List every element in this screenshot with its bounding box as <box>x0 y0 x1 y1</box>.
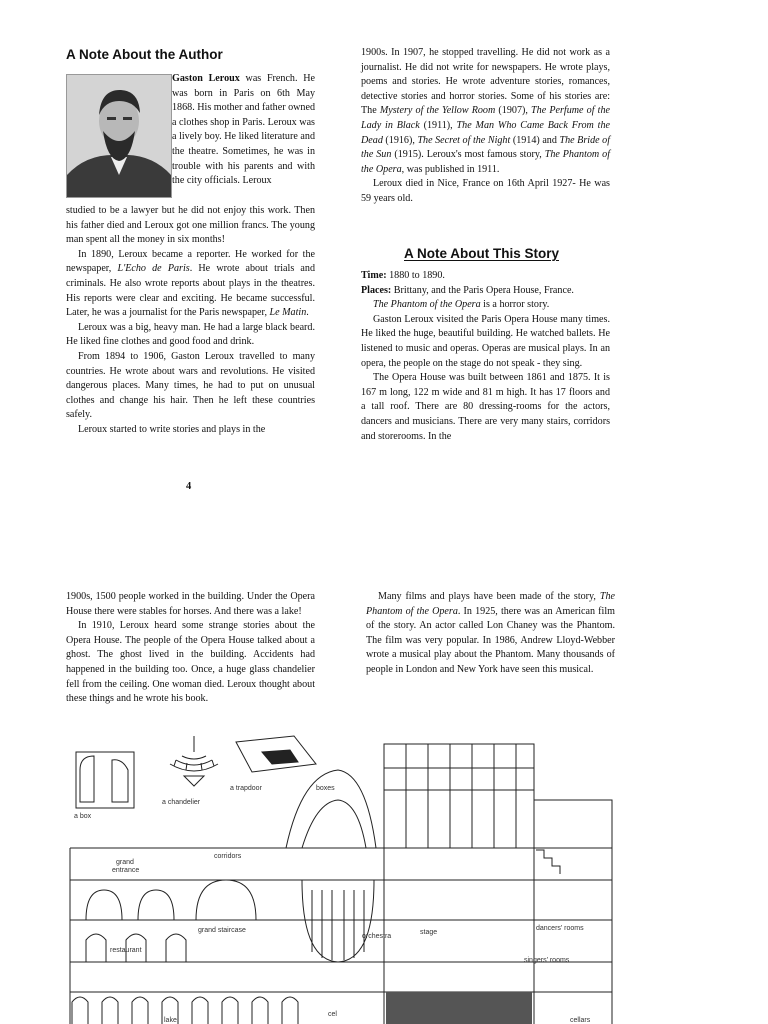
label-boxes: boxes <box>316 785 335 792</box>
chandelier-icon <box>170 736 218 786</box>
adaptations-title: The Phantom of the Opera <box>366 591 615 617</box>
author-intro: was French. He was born in Paris on 6th May 1868. His mother and father owned a clothes shop in Paris. Leroux was a lively boy. He liked literature and the theatre. Sometimes, he was in trouble with his parents and with the city officials. Leroux <box>172 73 315 187</box>
author-section-heading: A Note About the Author <box>66 47 223 62</box>
author-paragraph-writing: Leroux started to write stories and plays in the <box>78 423 266 435</box>
label-cellars: cellars <box>570 1017 591 1024</box>
label-grand-entrance-2: entrance <box>112 867 140 874</box>
label-lake: lake <box>164 1017 177 1024</box>
story-visit-paragraph: Gaston Leroux visited the Paris Opera House many times. He liked the huge, beautiful building. He watched ballets. He listened to music and operas. Operas are musical plays. In an opera, the people on the stage do not speak - they sing. <box>361 313 610 369</box>
author-name: Gaston Leroux <box>172 73 240 84</box>
story-built-paragraph: The Opera House was built between 1861 and 1875. It is 167 m long, 122 m wide and 81 m high. It has 17 floors and a tall roof. There are 80 dressing-rooms for the actors, dancers and musicians. There are very many stairs, corridors and storerooms. In the <box>361 372 610 442</box>
time-value: 1880 to 1890. <box>386 270 445 281</box>
opera-ghost-paragraph: In 1910, Leroux heard some strange stories about the Opera House. The people of the Opera House talked about a ghost. The ghost lived in the building. Accidents had happened in the building too. Once, a huge glass chandelier fell from the ceiling. One woman died. Leroux thought about these things and he wrote his book. <box>66 620 315 705</box>
works-text-a: 1900s. In 1907, he stopped travelling. He did not work as a journalist. He did not write for newspapers. He wrote plays, poems and stories. He wrote adventure stories, romances, detective stories and horror stories. Some of his stories are: The <box>361 47 610 117</box>
works-year-5: (1915). Leroux's most famous story, <box>391 149 545 161</box>
works-year-3: (1916), <box>382 134 418 146</box>
adaptations-text-a: Many films and plays have been made of the story, <box>378 591 600 602</box>
works-year-1: (1907), <box>495 105 532 117</box>
label-trapdoor: a trapdoor <box>230 785 262 792</box>
story-time <box>361 269 610 284</box>
title-phantom: The Phantom of the Opera <box>361 149 610 175</box>
label-restaurant: restaurant <box>110 947 142 954</box>
story-title: The Phantom of the Opera <box>373 299 481 311</box>
places-value: Brittany, and the Paris Opera House, France. <box>391 284 574 296</box>
author-works-text <box>361 46 610 207</box>
author-intro-text <box>172 72 315 189</box>
label-grand-staircase: grand staircase <box>198 927 246 934</box>
story-genre-text: is a horror story. <box>480 299 550 311</box>
opera-house-cross-section <box>66 730 616 1024</box>
author-paragraph-travel: From 1894 to 1906, Gaston Leroux travelled to many countries. He wrote about wars and revolutions. He visited dangerous places. Many times, he had to put on unusual clothes and change his hair. Then he left these countries safely. <box>66 350 315 421</box>
box-detail <box>76 752 134 808</box>
label-cel: cel <box>328 1011 337 1018</box>
newspaper-echo: L'Echo de Paris <box>117 263 190 275</box>
time-label: Time: <box>361 270 387 281</box>
author-portrait <box>66 74 172 198</box>
label-box: a box <box>74 813 92 820</box>
title-secret-of-night: The Secret of the Night <box>417 134 511 146</box>
label-grand-entrance-1: grand <box>116 859 134 866</box>
works-year-4: (1914) and <box>510 134 560 146</box>
story-places <box>361 284 610 299</box>
works-year-6: , was published in 1911. <box>401 163 500 175</box>
opera-workers-paragraph: 1900s, 1500 people worked in the building. Under the Opera House there were stables for horses. And there was a lake! <box>66 591 315 617</box>
portrait-drawing <box>67 75 171 197</box>
places-label: Places: <box>361 284 392 296</box>
adaptations-text <box>366 590 615 678</box>
reporter-text-c: . <box>306 307 309 319</box>
label-stage: stage <box>420 929 438 936</box>
label-corridors: corridors <box>214 853 242 860</box>
label-singers-rooms: singers' rooms <box>524 957 570 964</box>
author-works-paragraph <box>361 46 610 177</box>
adaptations-text-b: . In 1925, there was an American film of the story. An actor called Lon Chaney was the Phantom. The film was very popular. In 1986, Andrew Lloyd-Webber wrote a musical play about the Phantom. Many thousands of people in London and New York have seen this musical. <box>366 605 616 675</box>
author-paragraph-appearance: Leroux was a big, heavy man. He had a large black beard. He liked fine clothes and good food and drink. <box>66 321 315 348</box>
title-lady-in-black: The Perfume of the Lady in Black <box>361 105 611 131</box>
reporter-text-a: In 1890, Leroux became a reporter. He worked for the newspaper, <box>66 248 315 275</box>
story-body-text <box>361 269 610 444</box>
author-body-text <box>66 204 315 438</box>
author-continued: studied to be a lawyer but he did not enjoy this work. Then his father died and Leroux got one million francs. The young man spent all the money in six months! <box>66 205 315 246</box>
title-man-who-came-back: The Man Who Came Back From the Dead <box>361 119 610 146</box>
adaptations-paragraph <box>366 590 615 678</box>
title-yellow-room: Mystery of the Yellow Room <box>379 105 496 117</box>
label-dancers-rooms: dancers' rooms <box>536 925 584 932</box>
newspaper-matin: Le Matin <box>269 307 307 319</box>
story-genre <box>361 298 610 313</box>
reporter-text-b: . He wrote about trials and criminals. He also wrote reports about plays in the theatres. His reports were clear and exciting. He became successful. Later, he was a journalist for the Paris newspaper, <box>66 263 315 319</box>
page-number: 4 <box>186 481 192 492</box>
trapdoor-icon <box>236 736 316 772</box>
author-death-paragraph: Leroux died in Nice, France on 16th April 1927- He was 59 years old. <box>361 178 610 204</box>
title-bride-of-sun: The Bride of the Sun <box>361 134 611 161</box>
label-chandelier: a chandelier <box>162 799 201 806</box>
label-orchestra: orchestra <box>362 933 392 940</box>
works-year-2: (1911), <box>419 119 457 131</box>
opera-house-text <box>66 590 315 707</box>
story-section-heading: A Note About This Story <box>404 246 559 261</box>
author-paragraph-reporter <box>66 248 315 321</box>
